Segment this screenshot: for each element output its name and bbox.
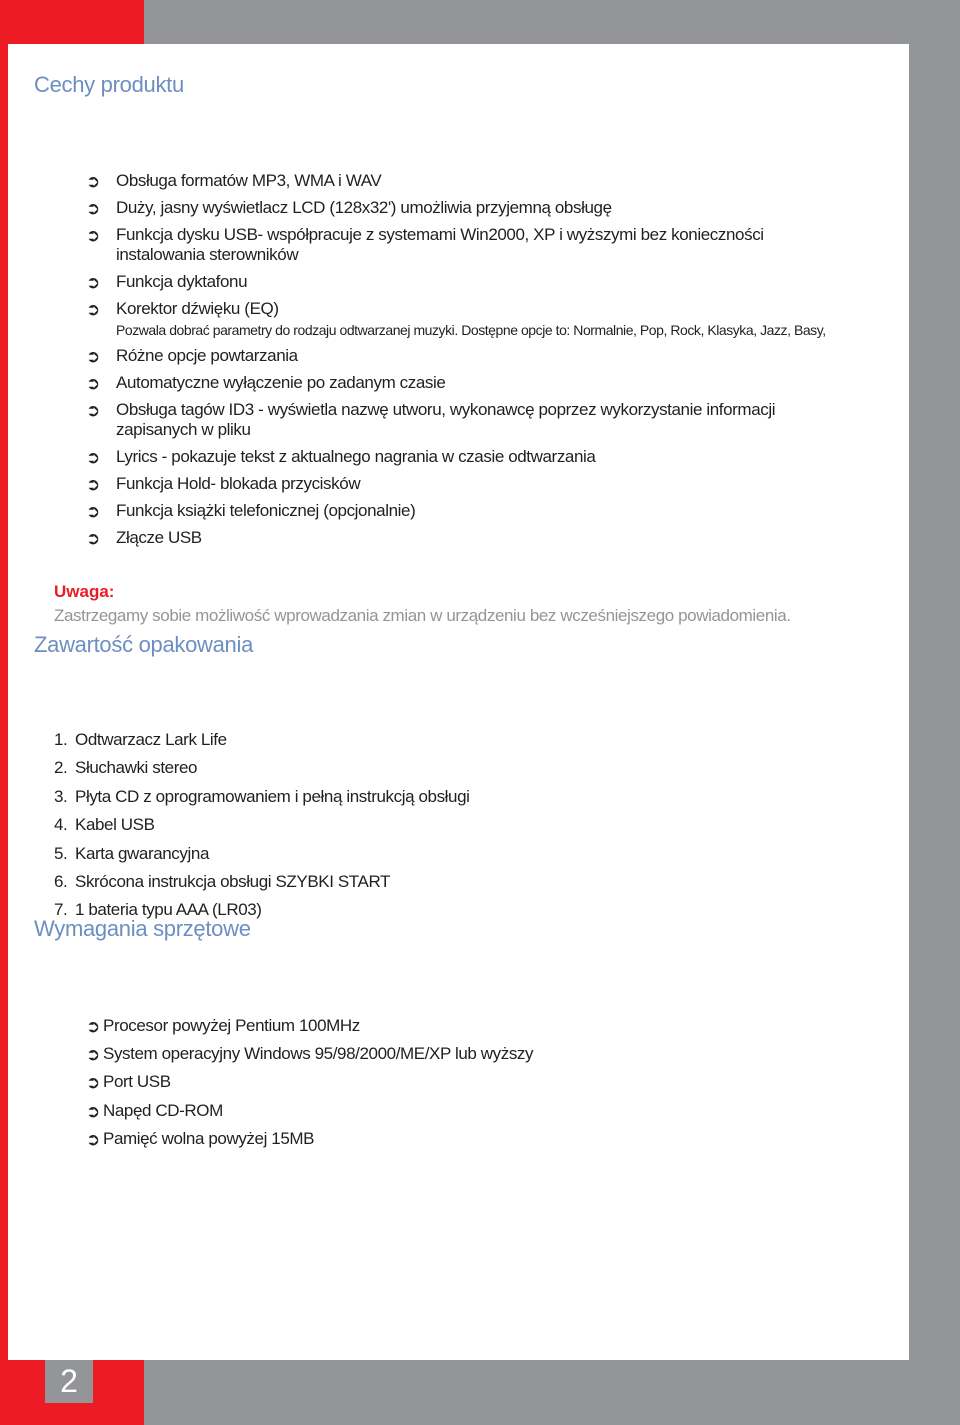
list-item xyxy=(86,474,876,494)
item-number: 5. xyxy=(54,843,68,863)
feature-subtext: Pozwala dobrać parametry do rodzaju odtwarzanej muzyki. Dostępne opcje to: Normalnie, Pop, Rock, Klasyka, Jazz, Basy, xyxy=(116,322,826,338)
arrow-bullet-icon: ➲ xyxy=(86,401,100,421)
requirements-heading: Wymagania sprzętowe xyxy=(34,916,251,941)
arrow-bullet-icon: ➲ xyxy=(86,347,100,367)
list-item xyxy=(86,373,876,393)
list-item xyxy=(86,272,876,292)
list-item xyxy=(54,815,470,835)
top-red-band xyxy=(0,0,144,44)
arrow-bullet-icon: ➲ xyxy=(86,1017,100,1037)
item-number: 2. xyxy=(54,758,68,778)
features-heading: Cechy produktu xyxy=(34,72,184,97)
list-item xyxy=(54,758,470,778)
item-number: 4. xyxy=(54,815,68,835)
list-item xyxy=(54,872,470,892)
item-number: 6. xyxy=(54,871,68,891)
note-text: Zastrzegamy sobie możliwość wprowadzania zmian w urządzeniu bez wcześniejszego powiadomienia. xyxy=(54,606,791,625)
arrow-bullet-icon: ➲ xyxy=(86,1045,100,1066)
arrow-bullet-icon: ➲ xyxy=(86,1073,100,1094)
item-number: 1. xyxy=(54,730,68,749)
list-item xyxy=(86,400,876,440)
arrow-bullet-icon: ➲ xyxy=(86,374,100,394)
page-sheet xyxy=(8,44,909,1360)
arrow-bullet-icon: ➲ xyxy=(86,199,100,219)
requirement-text: Pamięć wolna powyżej 15MB xyxy=(103,1128,315,1148)
contents-list xyxy=(54,730,470,929)
arrow-bullet-icon: ➲ xyxy=(86,529,100,549)
feature-text: Obsługa formatów MP3, WMA i WAV xyxy=(116,171,382,190)
list-item xyxy=(86,1101,533,1121)
arrow-bullet-icon: ➲ xyxy=(86,475,100,495)
list-item xyxy=(86,1044,533,1064)
list-item xyxy=(86,528,876,548)
feature-text: Funkcja dyktafonu xyxy=(116,272,248,291)
list-item xyxy=(54,787,470,807)
feature-text: Funkcja książki telefonicznej (opcjonalnie) xyxy=(116,501,416,520)
item-text: Odtwarzacz Lark Life xyxy=(75,730,227,749)
note-title: Uwaga: xyxy=(54,582,115,601)
item-text: Kabel USB xyxy=(75,815,155,835)
requirement-text: System operacyjny Windows 95/98/2000/ME/XP lub wyższy xyxy=(103,1044,534,1064)
list-item xyxy=(86,501,876,521)
list-item xyxy=(86,198,876,218)
arrow-bullet-icon: ➲ xyxy=(86,273,100,293)
feature-text: Funkcja Hold- blokada przycisków xyxy=(116,474,361,493)
list-item xyxy=(86,1072,533,1092)
feature-text: Różne opcje powtarzania xyxy=(116,346,298,365)
feature-text: Duży, jasny wyświetlacz LCD (128x32') umożliwia przyjemną obsługę xyxy=(116,198,612,217)
arrow-bullet-icon: ➲ xyxy=(86,226,100,246)
feature-text: Złącze USB xyxy=(116,528,202,547)
list-item xyxy=(86,1129,533,1149)
requirements-list xyxy=(86,1016,533,1157)
list-item xyxy=(86,171,876,191)
list-item xyxy=(54,730,470,750)
list-item xyxy=(86,1016,533,1036)
item-text: Karta gwarancyjna xyxy=(75,843,209,863)
page-number: 2 xyxy=(45,1360,93,1403)
list-item xyxy=(86,299,876,339)
arrow-bullet-icon: ➲ xyxy=(86,172,100,192)
requirement-text: Port USB xyxy=(103,1072,171,1092)
list-item xyxy=(86,447,876,467)
list-item xyxy=(86,346,876,366)
arrow-bullet-icon: ➲ xyxy=(86,448,100,468)
item-text: 1 bateria typu AAA (LR03) xyxy=(75,900,262,920)
arrow-bullet-icon: ➲ xyxy=(86,300,100,320)
arrow-bullet-icon: ➲ xyxy=(86,1129,100,1150)
requirement-text: Procesor powyżej Pentium 100MHz xyxy=(103,1016,360,1035)
item-number: 7. xyxy=(54,900,68,920)
left-red-bar xyxy=(0,0,8,1425)
list-item xyxy=(54,844,470,864)
list-item xyxy=(86,225,876,265)
contents-heading: Zawartość opakowania xyxy=(34,632,254,657)
item-number: 3. xyxy=(54,786,68,806)
item-text: Skrócona instrukcja obsługi SZYBKI START xyxy=(75,871,391,891)
feature-text: Lyrics - pokazuje tekst z aktualnego nagrania w czasie odtwarzania xyxy=(116,447,596,466)
feature-text: Obsługa tagów ID3 - wyświetla nazwę utworu, wykonawcę poprzez wykorzystanie informacji zapisanych w pliku xyxy=(116,400,776,439)
feature-text: Funkcja dysku USB- współpracuje z systemami Win2000, XP i wyższymi bez konieczności instalowania sterowników xyxy=(116,225,764,264)
features-list xyxy=(86,171,876,555)
feature-text: Automatyczne wyłączenie po zadanym czasie xyxy=(116,373,446,392)
feature-text: Korektor dźwięku (EQ) xyxy=(116,299,279,318)
requirement-text: Napęd CD-ROM xyxy=(103,1100,223,1120)
arrow-bullet-icon: ➲ xyxy=(86,502,100,522)
arrow-bullet-icon: ➲ xyxy=(86,1101,100,1122)
item-text: Słuchawki stereo xyxy=(75,758,198,778)
item-text: Płyta CD z oprogramowaniem i pełną instrukcją obsługi xyxy=(75,786,470,806)
